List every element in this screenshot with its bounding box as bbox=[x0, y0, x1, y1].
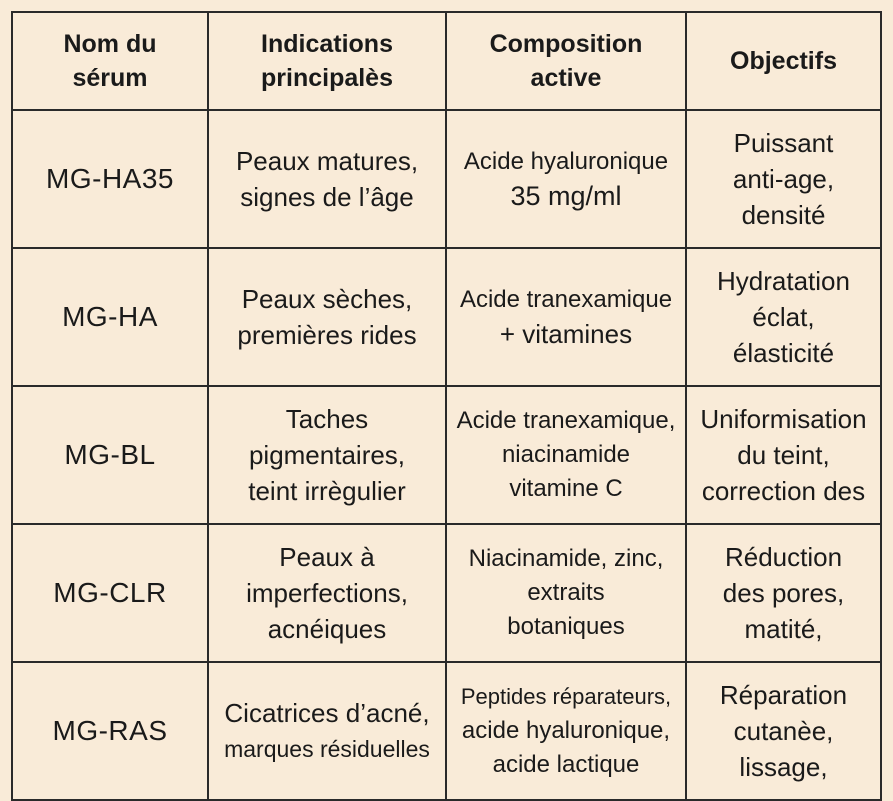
table-row bbox=[12, 386, 881, 524]
header-nom-du-serum bbox=[12, 12, 208, 110]
indications-line: marques résiduelles bbox=[224, 736, 430, 762]
objectifs-line: éclat, bbox=[752, 302, 815, 332]
indications-line: Peaux matures, bbox=[235, 146, 419, 176]
header-line: sérum bbox=[72, 64, 148, 92]
indications-cell bbox=[208, 662, 446, 800]
table-row bbox=[12, 524, 881, 662]
serum-name-cell bbox=[12, 524, 208, 662]
header-row bbox=[12, 12, 881, 110]
composition-line: niacinamide bbox=[501, 441, 631, 468]
indications-cell bbox=[208, 386, 446, 524]
indications-line: imperfections, bbox=[246, 578, 408, 608]
indications-line: Peaux à bbox=[279, 542, 375, 572]
serum-name: MG-HA bbox=[62, 301, 158, 332]
header-line: Nom du bbox=[63, 30, 157, 58]
composition-cell bbox=[446, 110, 686, 248]
objectifs-line: correction des bbox=[701, 476, 866, 506]
composition-cell bbox=[446, 248, 686, 386]
indications-cell bbox=[208, 110, 446, 248]
composition-line: Acide tranexamique, bbox=[456, 407, 676, 434]
objectifs-line: Uniformisation bbox=[700, 404, 867, 434]
composition-line: Niacinamide, zinc, bbox=[468, 545, 664, 572]
composition-line: + vitamines bbox=[499, 319, 633, 349]
indications-line: Taches bbox=[285, 404, 369, 434]
objectifs-cell bbox=[686, 110, 881, 248]
objectifs-line: élasticité bbox=[732, 338, 835, 368]
serum-name-cell bbox=[12, 110, 208, 248]
indications-line: signes de l’âge bbox=[240, 182, 414, 212]
objectifs-line: anti-age, bbox=[732, 164, 835, 194]
composition-cell bbox=[446, 524, 686, 662]
header-composition bbox=[446, 12, 686, 110]
indications-line: Cicatrices d’acné, bbox=[224, 698, 430, 728]
header-indications bbox=[208, 12, 446, 110]
objectifs-line: matité, bbox=[744, 614, 823, 644]
serum-table bbox=[11, 11, 882, 801]
objectifs-line: des pores, bbox=[722, 578, 845, 608]
composition-cell bbox=[446, 662, 686, 800]
table-row bbox=[12, 110, 881, 248]
objectifs-line: Réduction bbox=[724, 542, 843, 572]
serum-name: MG-RAS bbox=[52, 715, 168, 746]
indications-line: pigmentaires, bbox=[248, 440, 406, 470]
objectifs-line: densité bbox=[741, 200, 826, 230]
composition-cell bbox=[446, 386, 686, 524]
composition-line: Acide tranexamique bbox=[459, 286, 673, 313]
objectifs-cell bbox=[686, 248, 881, 386]
objectifs-cell bbox=[686, 524, 881, 662]
table-row bbox=[12, 248, 881, 386]
serum-name-cell bbox=[12, 386, 208, 524]
composition-line: botaniques bbox=[507, 613, 625, 640]
objectifs-cell bbox=[686, 662, 881, 800]
indications-cell bbox=[208, 524, 446, 662]
indications-line: acnéiques bbox=[267, 614, 387, 644]
objectifs-line: du teint, bbox=[737, 440, 830, 470]
objectifs-cell bbox=[686, 386, 881, 524]
indications-cell bbox=[208, 248, 446, 386]
serum-name: MG-BL bbox=[64, 439, 156, 470]
composition-line: acide lactique bbox=[492, 751, 640, 778]
objectifs-line: Puissant bbox=[733, 128, 834, 158]
serum-name: MG-HA35 bbox=[46, 163, 174, 194]
header-line: principalès bbox=[261, 64, 393, 92]
composition-line: acide hyaluronique, bbox=[461, 717, 671, 744]
objectifs-line: lissage, bbox=[739, 752, 828, 782]
header-line: Indications bbox=[261, 30, 393, 58]
indications-line: premières rides bbox=[237, 320, 417, 350]
objectifs-line: cutanèe, bbox=[733, 716, 834, 746]
serum-name-cell bbox=[12, 248, 208, 386]
composition-line: Acide hyaluronique bbox=[463, 148, 669, 175]
composition-line: extraits bbox=[527, 579, 605, 606]
composition-line: 35 mg/ml bbox=[510, 181, 622, 211]
header-line: Objectifs bbox=[730, 47, 837, 75]
serum-name-cell bbox=[12, 662, 208, 800]
composition-line: Peptides réparateurs, bbox=[460, 684, 672, 709]
indications-line: Peaux sèches, bbox=[241, 284, 413, 314]
objectifs-line: Réparation bbox=[719, 680, 848, 710]
table-row bbox=[12, 662, 881, 800]
header-objectifs bbox=[686, 12, 881, 110]
header-line: active bbox=[530, 64, 602, 92]
serum-name: MG-CLR bbox=[53, 577, 167, 608]
header-line: Composition bbox=[489, 30, 643, 58]
composition-line: vitamine C bbox=[509, 475, 623, 502]
objectifs-line: Hydratation bbox=[717, 266, 850, 296]
serum-table-container bbox=[11, 11, 880, 782]
indications-line: teint irrègulier bbox=[248, 476, 406, 506]
